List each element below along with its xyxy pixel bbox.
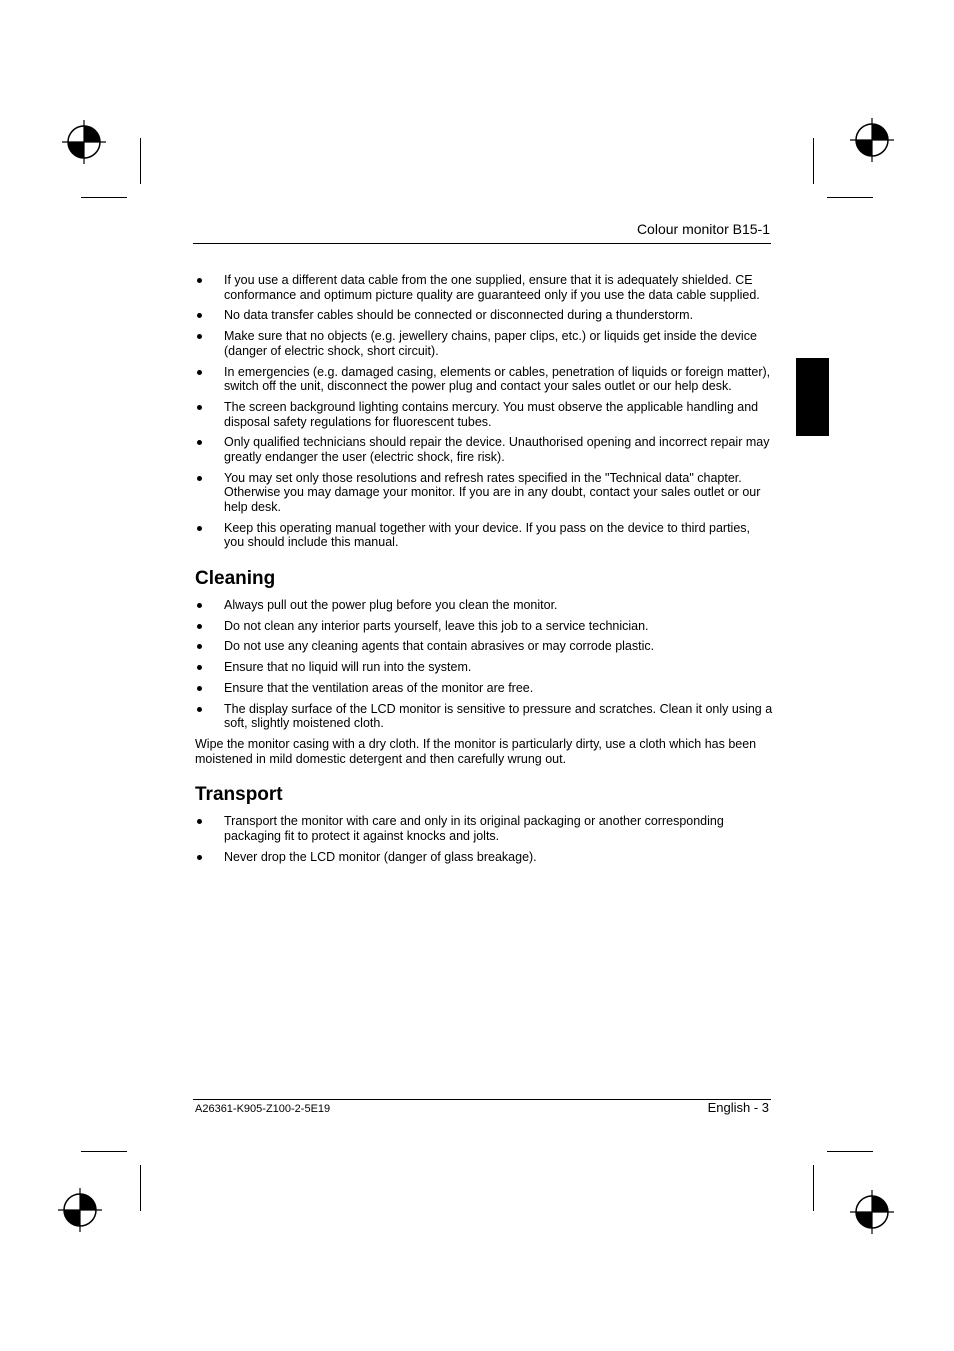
crop-line (81, 197, 127, 198)
list-item: In emergencies (e.g. damaged casing, elements or cables, penetration of liquids or foreign matter), switch off the unit, disconnect the power plug and contact your sales outlet or our help desk. (195, 365, 773, 394)
transport-heading: Transport (195, 784, 283, 806)
list-item: Keep this operating manual together with your device. If you pass on the device to third parties, you should include this manual. (195, 521, 773, 550)
chapter-thumb-tab (796, 358, 829, 436)
list-item: You may set only those resolutions and refresh rates specified in the "Technical data" chapter. Otherwise you may damage your monitor. If you are in any doubt, contact your sales outlet or our help desk. (195, 471, 773, 515)
document-number: A26361-K905-Z100-2-5E19 (195, 1103, 331, 1115)
cleaning-bullet-list (195, 598, 773, 731)
crop-line (813, 138, 814, 184)
running-header: Colour monitor B15-1 (636, 221, 770, 237)
registration-mark-top-left (62, 120, 106, 164)
registration-mark-top-right (850, 118, 894, 162)
list-item: Always pull out the power plug before you clean the monitor. (195, 598, 773, 613)
crop-line (813, 1165, 814, 1211)
list-item: The display surface of the LCD monitor is sensitive to pressure and scratches. Clean it only using a soft, slightly moistened cloth. (195, 702, 773, 731)
page-content (195, 273, 773, 870)
list-item: Ensure that no liquid will run into the system. (195, 660, 773, 675)
list-item: Transport the monitor with care and only in its original packaging or another corresponding packaging fit to protect it against knocks and jolts. (195, 814, 773, 843)
cleaning-paragraph: Wipe the monitor casing with a dry cloth. If the monitor is particularly dirty, use a cloth which has been moistened in mild domestic detergent and then carefully wrung out. (195, 737, 757, 766)
header-rule (193, 243, 771, 244)
registration-mark-bottom-left (58, 1188, 102, 1232)
safety-bullet-list (195, 273, 773, 550)
crop-line (827, 1151, 873, 1152)
crop-line (81, 1151, 127, 1152)
list-item: If you use a different data cable from the one supplied, ensure that it is adequately shielded. CE conformance and optimum picture quality are guaranteed only if you use the data cable supplied. (195, 273, 773, 302)
registration-mark-bottom-right (850, 1190, 894, 1234)
list-item: The screen background lighting contains mercury. You must observe the applicable handling and disposal safety regulations for fluorescent tubes. (195, 400, 773, 429)
crop-line (140, 1165, 141, 1211)
list-item: Do not clean any interior parts yourself, leave this job to a service technician. (195, 619, 773, 634)
cleaning-heading: Cleaning (195, 567, 276, 589)
list-item: Make sure that no objects (e.g. jewellery chains, paper clips, etc.) or liquids get inside the device (danger of electric shock, short circuit). (195, 329, 773, 358)
transport-bullet-list (195, 814, 773, 864)
page-number: English - 3 (707, 1100, 769, 1115)
list-item: Only qualified technicians should repair the device. Unauthorised opening and incorrect repair may greatly endanger the user (electric shock, fire risk). (195, 435, 773, 464)
crop-line (140, 138, 141, 184)
list-item: Do not use any cleaning agents that contain abrasives or may corrode plastic. (195, 639, 773, 654)
crop-line (827, 197, 873, 198)
list-item: No data transfer cables should be connected or disconnected during a thunderstorm. (195, 308, 773, 323)
list-item: Never drop the LCD monitor (danger of glass breakage). (195, 850, 773, 865)
list-item: Ensure that the ventilation areas of the monitor are free. (195, 681, 773, 696)
